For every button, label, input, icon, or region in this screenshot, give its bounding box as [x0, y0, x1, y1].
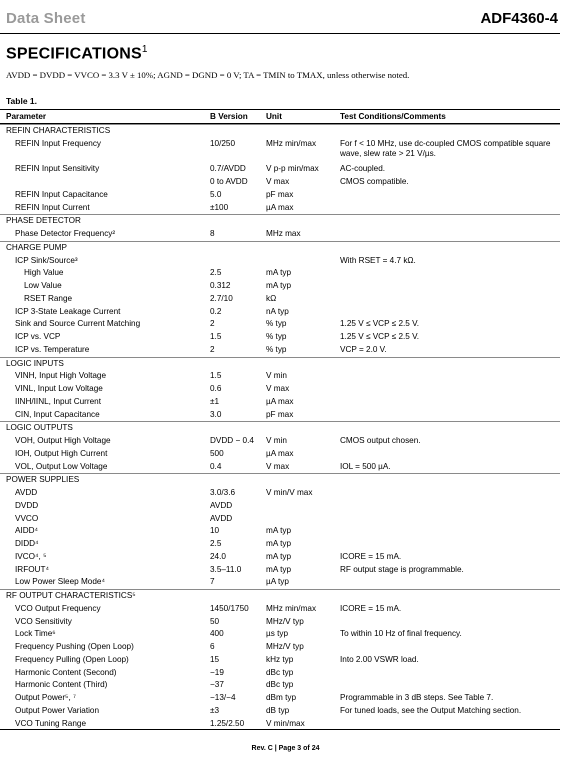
conditions-cell: With RSET = 4.7 kΩ.: [340, 255, 416, 265]
conditions-cell: ICORE = 15 mA.: [340, 603, 402, 613]
table-row: [0, 138, 560, 164]
table-row: [0, 202, 560, 215]
table-row: [0, 679, 560, 692]
unit-cell: dB typ: [266, 705, 290, 715]
table-group-row: [0, 214, 560, 228]
b-version-cell: 500: [210, 448, 224, 458]
parameter-cell: REFIN Input Capacitance: [15, 189, 108, 199]
table-row: [0, 551, 560, 564]
parameter-cell: CIN, Input Capacitance: [15, 409, 100, 419]
conditions-cell: IOL = 500 µA.: [340, 461, 391, 471]
table-row: [0, 280, 560, 293]
conditions-cell: [340, 525, 560, 538]
conditions-cell: [340, 641, 560, 654]
unit-cell: pF max: [266, 189, 294, 199]
parameter-cell: REFIN Input Frequency: [15, 138, 102, 148]
conditions-cell: [340, 487, 560, 500]
parameter-cell: IRFOUT⁴: [15, 564, 49, 574]
table-row: [0, 331, 560, 344]
conditions-cell: ICORE = 15 mA.: [340, 551, 402, 561]
conditions-cell: AC-coupled.: [340, 164, 386, 174]
b-version-cell: 0.7/AVDD: [210, 164, 246, 174]
table-bottom-rule: [0, 729, 560, 730]
table-row: [0, 692, 560, 705]
conditions-cell: [340, 267, 560, 280]
header-parameter: Parameter: [6, 112, 47, 121]
table-row: [0, 513, 560, 526]
conditions-cell: Programmable in 3 dB steps. See Table 7.: [340, 693, 494, 702]
header-test-conditions: Test Conditions/Comments: [340, 112, 446, 121]
b-version-cell: [210, 242, 266, 255]
b-version-cell: 0 to AVDD: [210, 177, 248, 186]
b-version-cell: 0.4: [210, 461, 222, 471]
parameter-cell: AVDD: [15, 488, 38, 497]
b-version-cell: 24.0: [210, 551, 226, 561]
b-version-cell: 6: [210, 642, 215, 651]
parameter-cell: DIDD⁴: [15, 539, 39, 548]
unit-cell: [266, 474, 340, 487]
parameter-cell: ICP vs. VCP: [15, 332, 61, 341]
conditions-cell: [340, 202, 560, 215]
unit-cell: [266, 215, 340, 228]
conditions-cell: [340, 125, 560, 138]
unit-cell: kΩ: [266, 293, 277, 303]
parameter-cell: IVCO⁴, ⁵: [15, 551, 47, 561]
b-version-cell: 2.7/10: [210, 293, 233, 303]
unit-cell: [266, 590, 340, 603]
section-footnote: 1: [141, 44, 148, 55]
table-row: [0, 255, 560, 268]
unit-cell: µs typ: [266, 629, 289, 639]
b-version-cell: 8: [210, 229, 215, 238]
conditions-cell: [340, 576, 560, 589]
conditions-cell: [340, 358, 560, 371]
b-version-cell: 2: [210, 319, 215, 329]
header-b-version: B Version: [210, 112, 248, 121]
table-row: [0, 564, 560, 577]
b-version-cell: 1450/1750: [210, 603, 249, 613]
unit-cell: mA typ: [266, 564, 292, 574]
table-row: [0, 487, 560, 500]
parameter-cell: PHASE DETECTOR: [6, 216, 81, 226]
unit-cell: V min/max: [266, 718, 305, 728]
parameter-cell: REFIN CHARACTERISTICS: [6, 126, 111, 135]
unit-cell: V max: [266, 177, 290, 186]
conditions-cell: [340, 538, 560, 551]
conditions-cell: [340, 500, 560, 513]
b-version-cell: 10/250: [210, 138, 236, 148]
conditions-cell: VCP = 2.0 V.: [340, 344, 387, 354]
parameter-cell: LOGIC INPUTS: [6, 358, 64, 368]
table-row: [0, 576, 560, 589]
table-row: [0, 525, 560, 538]
b-version-cell: [210, 358, 266, 371]
b-version-cell: 3.0: [210, 409, 222, 419]
table-row: [0, 667, 560, 680]
parameter-cell: Frequency Pushing (Open Loop): [15, 642, 134, 651]
b-version-cell: 10: [210, 526, 220, 536]
table-group-row: [0, 421, 560, 435]
table-group-row: [0, 124, 560, 138]
header-unit: Unit: [266, 112, 282, 121]
b-version-cell: 0.6: [210, 384, 222, 393]
unit-cell: [266, 513, 340, 526]
unit-cell: µA max: [266, 396, 294, 406]
unit-cell: dBm typ: [266, 693, 297, 702]
unit-cell: mA typ: [266, 526, 292, 536]
conditions-cell: [340, 215, 560, 228]
conditions-cell: CMOS output chosen.: [340, 436, 421, 445]
parameter-cell: Output Power⁵, ⁷: [15, 693, 76, 702]
parameter-cell: LOGIC OUTPUTS: [6, 423, 73, 433]
table-row: [0, 616, 560, 629]
parameter-cell: Lock Time⁶: [15, 629, 56, 639]
table-row: [0, 461, 560, 474]
unit-cell: dBc typ: [266, 667, 294, 677]
table-group-row: [0, 241, 560, 255]
parameter-cell: Frequency Pulling (Open Loop): [15, 654, 129, 664]
table-row: [0, 293, 560, 306]
parameter-cell: Sink and Source Current Matching: [15, 319, 141, 329]
unit-cell: MHz max: [266, 229, 301, 238]
parameter-cell: DVDD: [15, 500, 39, 510]
page-header: [0, 3, 560, 33]
table-row: [0, 176, 560, 189]
parameter-cell: Low Power Sleep Mode⁴: [15, 577, 105, 587]
b-version-cell: ±3: [210, 705, 220, 715]
parameter-cell: Output Power Variation: [15, 705, 100, 715]
table-row: [0, 628, 560, 641]
unit-cell: [266, 422, 340, 435]
unit-cell: V min: [266, 371, 287, 381]
b-version-cell: [210, 215, 266, 228]
conditions-cell: 1.25 V ≤ VCP ≤ 2.5 V.: [340, 332, 420, 341]
table-row: [0, 318, 560, 331]
parameter-cell: Phase Detector Frequency²: [15, 229, 116, 238]
unit-cell: % typ: [266, 332, 287, 341]
b-version-cell: 0.312: [210, 281, 231, 290]
parameter-cell: ICP vs. Temperature: [15, 344, 90, 354]
b-version-cell: ±1: [210, 396, 220, 406]
unit-cell: MHz/V typ: [266, 642, 304, 651]
conditions-cell: RF output stage is programmable.: [340, 564, 464, 574]
table-row: [0, 409, 560, 422]
parameter-cell: VCO Sensitivity: [15, 616, 72, 626]
conditions-cell: For f < 10 MHz, use dc-coupled CMOS compatible square wave, slew rate > 21 V/µs.: [340, 138, 551, 159]
b-version-cell: [210, 255, 266, 268]
parameter-cell: VVCO: [15, 513, 39, 523]
unit-cell: mA typ: [266, 268, 292, 278]
conditions-cell: [340, 679, 560, 692]
table-group-row: [0, 473, 560, 487]
conditions-cell: To within 10 Hz of final frequency.: [340, 629, 462, 639]
unit-cell: [266, 125, 340, 138]
unit-cell: % typ: [266, 319, 287, 329]
b-version-cell: −19: [210, 667, 224, 677]
table-row: [0, 500, 560, 513]
parameter-cell: ICP 3-State Leakage Current: [15, 306, 121, 316]
table-row: [0, 641, 560, 654]
b-version-cell: [210, 474, 266, 487]
b-version-cell: −37: [210, 680, 224, 690]
conditions-cell: [340, 306, 560, 319]
unit-cell: mA typ: [266, 539, 292, 548]
unit-cell: µA max: [266, 448, 294, 458]
parameter-cell: AIDD⁴: [15, 526, 39, 536]
table-row: [0, 654, 560, 667]
b-version-cell: 5.0: [210, 189, 222, 199]
unit-cell: V max: [266, 384, 290, 393]
conditions-cell: [340, 293, 560, 306]
page-footer: Rev. C | Page 3 of 24: [251, 745, 320, 752]
conditions-cell: [340, 448, 560, 461]
table-row: [0, 189, 560, 202]
conditions-cell: [340, 242, 560, 255]
section-title-text: SPECIFICATIONS: [6, 45, 142, 63]
conditions-cell: [340, 280, 560, 293]
unit-cell: [266, 242, 340, 255]
unit-cell: mA typ: [266, 551, 292, 561]
unit-cell: V p-p min/max: [266, 164, 319, 174]
conditions-cell: [340, 396, 560, 409]
unit-cell: nA typ: [266, 306, 289, 316]
b-version-cell: 400: [210, 629, 224, 639]
table-row: [0, 538, 560, 551]
unit-cell: MHz/V typ: [266, 616, 304, 626]
unit-cell: % typ: [266, 344, 287, 354]
unit-cell: MHz min/max: [266, 138, 317, 148]
parameter-cell: ICP Sink/Source³: [15, 255, 78, 265]
conditions-cell: For tuned loads, see the Output Matching section.: [340, 705, 522, 715]
parameter-cell: VINH, Input High Voltage: [15, 371, 107, 381]
table-row: [0, 705, 560, 718]
unit-cell: V max: [266, 461, 290, 471]
conditions-cell: [340, 616, 560, 629]
table-row: [0, 435, 560, 448]
table-row: [0, 228, 560, 241]
b-version-cell: AVDD: [210, 500, 233, 510]
unit-cell: V min: [266, 436, 287, 445]
parameter-cell: REFIN Input Sensitivity: [15, 164, 100, 174]
unit-cell: dBc typ: [266, 680, 294, 690]
unit-cell: V min/V max: [266, 488, 313, 497]
conditions-cell: [340, 513, 560, 526]
parameter-cell: REFIN Input Current: [15, 202, 90, 212]
table-caption: Table 1.: [6, 96, 38, 106]
b-version-cell: 15: [210, 654, 220, 664]
unit-cell: [266, 500, 340, 513]
b-version-cell: 1.5: [210, 332, 222, 341]
parameter-cell: VOH, Output High Voltage: [15, 436, 111, 445]
unit-cell: pF max: [266, 409, 294, 419]
test-conditions: AVDD = DVDD = VVCO = 3.3 V ± 10%; AGND = DGND = 0 V; TA = TMIN to TMAX, unless otherwise noted.: [6, 70, 410, 80]
b-version-cell: 3.5–11.0: [210, 564, 242, 574]
conditions-cell: [340, 474, 560, 487]
spec-table: [0, 109, 560, 730]
unit-cell: mA typ: [266, 281, 292, 290]
parameter-cell: Low Value: [24, 281, 62, 290]
table-row: [0, 396, 560, 409]
parameter-cell: VCO Output Frequency: [15, 603, 101, 613]
parameter-cell: POWER SUPPLIES: [6, 475, 80, 485]
parameter-cell: CHARGE PUMP: [6, 242, 67, 252]
conditions-cell: [340, 383, 560, 396]
conditions-cell: [340, 422, 560, 435]
section-title: [6, 44, 148, 63]
table-group-row: [0, 589, 560, 603]
table-row: [0, 163, 560, 176]
conditions-cell: [340, 667, 560, 680]
unit-cell: µA max: [266, 202, 294, 212]
table-row: [0, 603, 560, 616]
b-version-cell: [210, 125, 266, 138]
b-version-cell: 0.2: [210, 306, 222, 316]
b-version-cell: 2: [210, 344, 215, 354]
b-version-cell: −13/−4: [210, 693, 236, 702]
unit-cell: µA typ: [266, 577, 289, 587]
conditions-cell: [340, 370, 560, 383]
b-version-cell: 1.25/2.50: [210, 718, 245, 728]
table-row: [0, 306, 560, 319]
parameter-cell: RF OUTPUT CHARACTERISTICS⁵: [6, 591, 136, 600]
parameter-cell: VINL, Input Low Voltage: [15, 384, 103, 393]
parameter-cell: Harmonic Content (Second): [15, 667, 117, 677]
part-number: ADF4360-4: [480, 9, 558, 27]
unit-cell: [266, 358, 340, 371]
table-group-row: [0, 357, 560, 371]
unit-cell: kHz typ: [266, 654, 294, 664]
parameter-cell: IINH/IINL, Input Current: [15, 396, 102, 406]
parameter-cell: VCO Tuning Range: [15, 718, 87, 728]
b-version-cell: [210, 422, 266, 435]
parameter-cell: RSET Range: [24, 293, 73, 303]
unit-cell: MHz min/max: [266, 603, 317, 613]
b-version-cell: [210, 590, 266, 603]
b-version-cell: AVDD: [210, 513, 233, 523]
b-version-cell: 2.5: [210, 539, 222, 548]
doc-type-label: Data Sheet: [6, 9, 86, 27]
header-rule: [0, 33, 560, 34]
conditions-cell: [340, 228, 560, 241]
table-row: [0, 383, 560, 396]
b-version-cell: 2.5: [210, 268, 222, 278]
conditions-cell: Into 2.00 VSWR load.: [340, 654, 419, 664]
table-row: [0, 370, 560, 383]
table-row: [0, 448, 560, 461]
b-version-cell: 7: [210, 577, 215, 587]
b-version-cell: 50: [210, 616, 220, 626]
b-version-cell: ±100: [210, 202, 229, 212]
parameter-cell: VOL, Output Low Voltage: [15, 461, 108, 471]
b-version-cell: 3.0/3.6: [210, 488, 236, 497]
conditions-cell: [340, 409, 560, 422]
conditions-cell: [340, 590, 560, 603]
parameter-cell: High Value: [24, 268, 64, 278]
table-row: [0, 344, 560, 357]
parameter-cell: [0, 176, 200, 189]
parameter-cell: IOH, Output High Current: [15, 448, 108, 458]
conditions-cell: [340, 189, 560, 202]
b-version-cell: 1.5: [210, 371, 222, 381]
parameter-cell: Harmonic Content (Third): [15, 680, 108, 690]
table-body: [0, 124, 560, 730]
conditions-cell: CMOS compatible.: [340, 177, 409, 186]
conditions-cell: 1.25 V ≤ VCP ≤ 2.5 V.: [340, 319, 420, 329]
unit-cell: [266, 255, 340, 268]
b-version-cell: DVDD − 0.4: [210, 436, 254, 445]
table-header-row: [0, 110, 560, 124]
table-row: [0, 267, 560, 280]
